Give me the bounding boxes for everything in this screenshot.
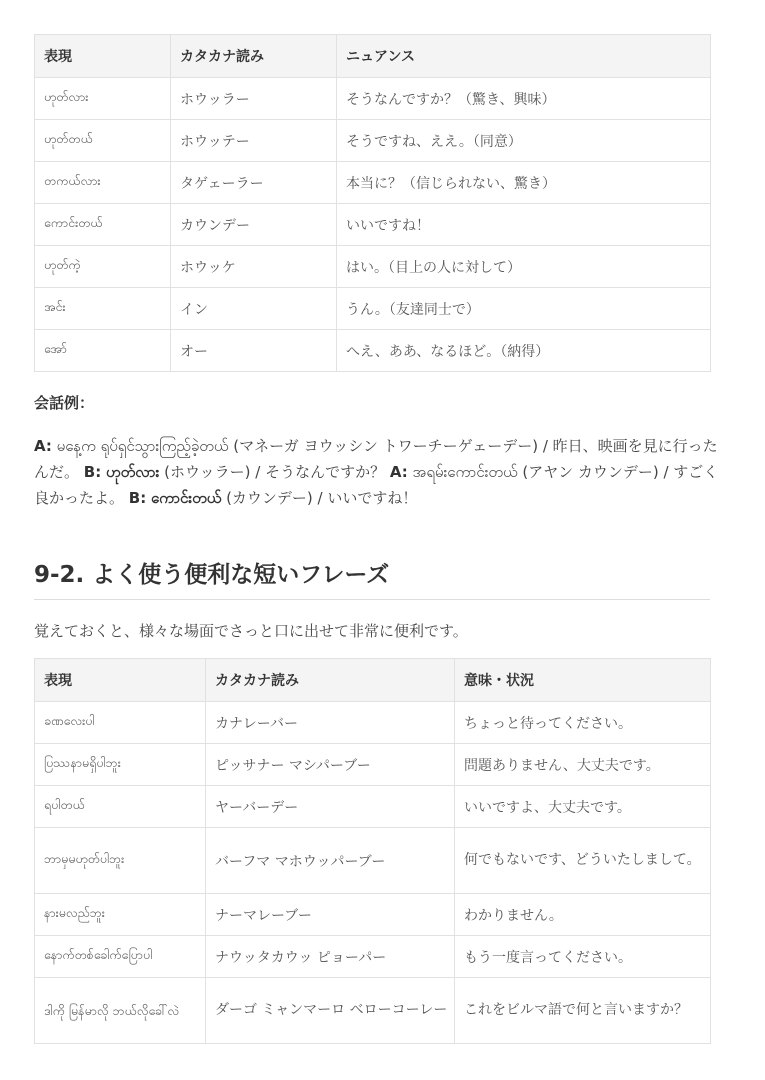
katakana-reading: ホウッテー bbox=[171, 120, 337, 162]
table-header-row bbox=[35, 659, 711, 702]
nuance: へえ、ああ、なるほど。（納得） bbox=[337, 330, 711, 372]
useful-phrases-table bbox=[34, 658, 711, 1044]
nuance: そうなんですか？（驚き、興味） bbox=[337, 78, 711, 120]
table-row bbox=[35, 288, 711, 330]
conversation-example-label: 会話例： bbox=[34, 394, 95, 412]
burmese-expression: ခဏလေးပါ bbox=[35, 702, 206, 744]
burmese-expression: ဘာမှမဟုတ်ပါဘူး bbox=[35, 828, 206, 894]
section-intro: 覚えておくと、様々な場面でさっと口に出せて非常に便利です。 bbox=[34, 622, 468, 640]
table-row bbox=[35, 894, 711, 936]
burmese-expression: နောက်တစ်ခေါက်ပြောပါ bbox=[35, 936, 206, 978]
burmese-expression: ကောင်းတယ် bbox=[35, 204, 171, 246]
meaning: いいですよ、大丈夫です。 bbox=[455, 786, 711, 828]
table-row bbox=[35, 120, 711, 162]
katakana-reading: カウンデー bbox=[171, 204, 337, 246]
table-header-row bbox=[35, 35, 711, 78]
nuance: そうですね、ええ。（同意） bbox=[337, 120, 711, 162]
burmese-expression: ရပါတယ် bbox=[35, 786, 206, 828]
katakana-reading: バーフマ マホウッパーブー bbox=[206, 828, 455, 894]
burmese-expression: ဟုတ်ကဲ့ bbox=[35, 246, 171, 288]
katakana-reading: カナレーバー bbox=[206, 702, 455, 744]
burmese-expression: ဒါကို မြန်မာလို ဘယ်လိုခေါ်လဲ bbox=[35, 978, 206, 1044]
table-row bbox=[35, 330, 711, 372]
nuance: 本当に？（信じられない、驚き） bbox=[337, 162, 711, 204]
katakana-reading: ホウッケ bbox=[171, 246, 337, 288]
meaning: これをビルマ語で何と言いますか？ bbox=[455, 978, 711, 1044]
table-row bbox=[35, 978, 711, 1044]
speaker-label: A: bbox=[34, 437, 52, 455]
translation-text: (マネーガ ヨウッシン トワーチーゲェーデー) / 昨日、映画を見に行ったんだ。 bbox=[34, 437, 718, 481]
table-row bbox=[35, 204, 711, 246]
katakana-reading: ホウッラー bbox=[171, 78, 337, 120]
meaning: わかりません。 bbox=[455, 894, 711, 936]
table-row bbox=[35, 744, 711, 786]
table-row bbox=[35, 936, 711, 978]
nuance: うん。（友達同士で） bbox=[337, 288, 711, 330]
burmese-phrase: ဟုတ်လား bbox=[106, 463, 160, 481]
conversation-example bbox=[34, 433, 724, 511]
katakana-reading: ナーマレーブー bbox=[206, 894, 455, 936]
burmese-expression: ပြဿနာမရှိပါဘူး bbox=[35, 744, 206, 786]
table-row bbox=[35, 246, 711, 288]
translation-text: (ホウッラー) / そうなんですか？ bbox=[159, 463, 390, 481]
nuance: いいですね！ bbox=[337, 204, 711, 246]
burmese-expression: ဟုတ်လား bbox=[35, 78, 171, 120]
reaction-phrases-table bbox=[34, 34, 711, 372]
table-row bbox=[35, 78, 711, 120]
burmese-phrase: အရမ်းကောင်းတယ် bbox=[412, 463, 518, 481]
table-row bbox=[35, 162, 711, 204]
burmese-expression: အော် bbox=[35, 330, 171, 372]
table-row bbox=[35, 786, 711, 828]
section-heading: 9-2. よく使う便利な短いフレーズ bbox=[34, 556, 710, 600]
katakana-reading: ヤーバーデー bbox=[206, 786, 455, 828]
speaker-label: B: bbox=[83, 463, 102, 481]
nuance: はい。（目上の人に対して） bbox=[337, 246, 711, 288]
burmese-expression: တကယ်လား bbox=[35, 162, 171, 204]
katakana-reading: ダーゴ ミャンマーロ ベローコーレー bbox=[206, 978, 455, 1044]
column-header-katakana: カタカナ読み bbox=[171, 35, 337, 78]
translation-text: (カウンデー) / いいですね！ bbox=[221, 489, 418, 507]
meaning: 何でもないです、どういたしまして。 bbox=[455, 828, 711, 894]
katakana-reading: オー bbox=[171, 330, 337, 372]
meaning: ちょっと待ってください。 bbox=[455, 702, 711, 744]
burmese-expression: နားမလည်ဘူး bbox=[35, 894, 206, 936]
speaker-label: B: bbox=[128, 489, 147, 507]
katakana-reading: ピッサナー マシパーブー bbox=[206, 744, 455, 786]
column-header-meaning: 意味・状況 bbox=[455, 659, 711, 702]
burmese-expression: အင်း bbox=[35, 288, 171, 330]
column-header-nuance: ニュアンス bbox=[337, 35, 711, 78]
katakana-reading: タゲェーラー bbox=[171, 162, 337, 204]
speaker-label: A: bbox=[389, 463, 408, 481]
translation-text: (アヤン カウンデー) / すごく良かったよ。 bbox=[34, 463, 719, 507]
burmese-phrase: မနေ့က ရုပ်ရှင်သွားကြည့်ခဲ့တယ် bbox=[56, 437, 229, 455]
burmese-expression: ဟုတ်တယ် bbox=[35, 120, 171, 162]
meaning: もう一度言ってください。 bbox=[455, 936, 711, 978]
katakana-reading: イン bbox=[171, 288, 337, 330]
katakana-reading: ナウッタカウッ ピョーパー bbox=[206, 936, 455, 978]
column-header-expression: 表現 bbox=[35, 659, 206, 702]
column-header-katakana: カタカナ読み bbox=[206, 659, 455, 702]
table-row bbox=[35, 702, 711, 744]
burmese-phrase: ကောင်းတယ် bbox=[151, 489, 222, 507]
table-row bbox=[35, 828, 711, 894]
column-header-expression: 表現 bbox=[35, 35, 171, 78]
meaning: 問題ありません、大丈夫です。 bbox=[455, 744, 711, 786]
